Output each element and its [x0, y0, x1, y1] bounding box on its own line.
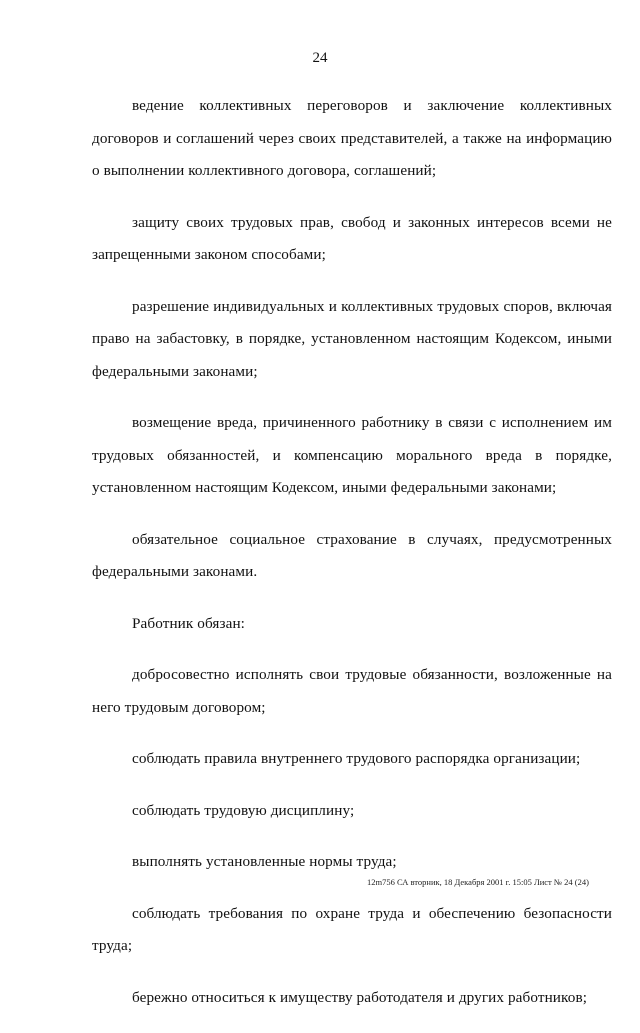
paragraph: возмещение вреда, причиненного работнику в связи с исполнением им трудовых обязанностей, и компенсацию морального вреда в порядке, установленном настоящим Кодексом, иными федеральными законами; [92, 414, 612, 496]
paragraph-heading: Работник обязан: [132, 614, 245, 632]
paragraph: ведение коллективных переговоров и заключение коллективных договоров и соглашений через своих представителей, а также на информацию о выполнении коллективного договора, соглашений; [92, 97, 612, 179]
paragraph: разрешение индивидуальных и коллективных трудовых споров, включая право на забастовку, в порядке, установленном настоящим Кодексом, иными федеральными законами; [92, 297, 612, 380]
paragraph: выполнять установленные нормы труда; [132, 853, 397, 870]
paragraph: обязательное социальное страхование в случаях, предусмотренных федеральными законами. [92, 530, 612, 580]
paragraph: защиту своих трудовых прав, свобод и законных интересов всеми не запрещенными законом способами; [92, 213, 612, 263]
paragraph: добросовестно исполнять свои трудовые обязанности, возложенные на него трудовым договором; [92, 666, 612, 716]
paragraph: соблюдать трудовую дисциплину; [132, 801, 355, 819]
paragraph: соблюдать правила внутреннего трудового распорядка организации; [132, 750, 581, 767]
paragraph: соблюдать требования по охране труда и обеспечению безопасности труда; [92, 904, 612, 954]
page-number: 24 [312, 50, 328, 66]
page-footer: 12m756 СА вторник, 18 Декабря 2001 г. 15:05 Лист № 24 (24) [367, 877, 589, 887]
document-body [92, 90, 612, 1033]
paragraph: бережно относиться к имуществу работодателя и других работников; [132, 988, 588, 1006]
